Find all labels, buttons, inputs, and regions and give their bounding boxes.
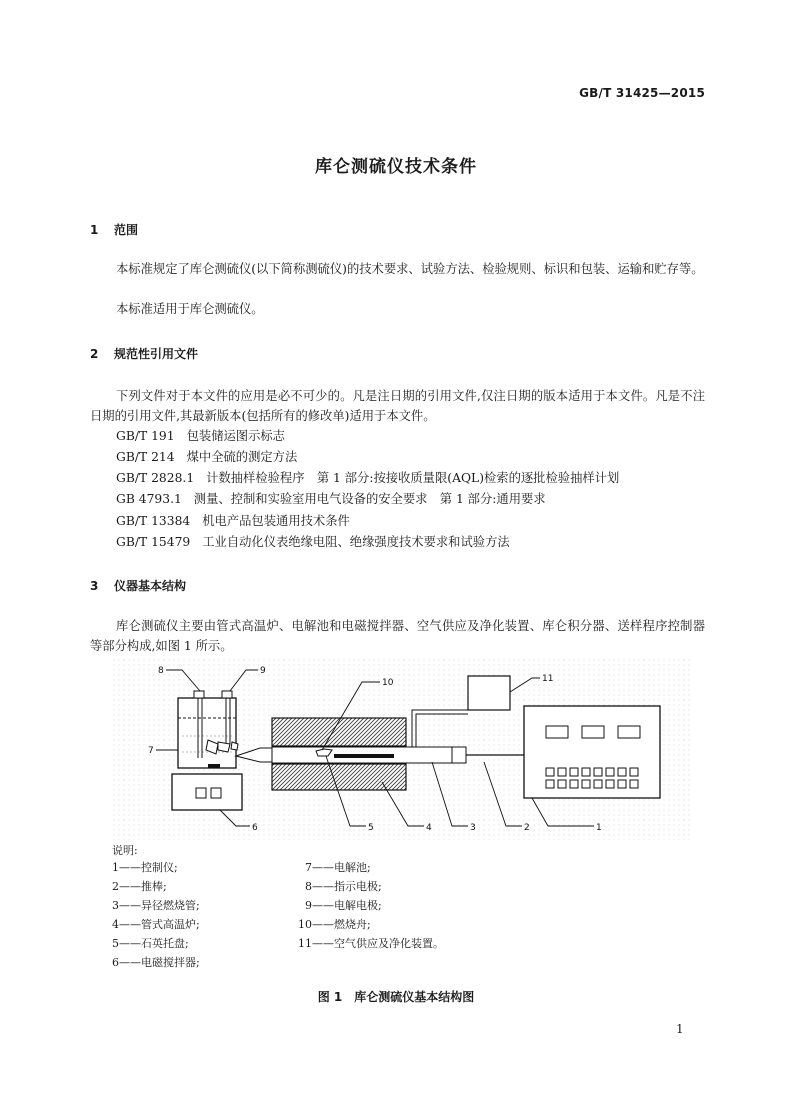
legend-item: 1——控制仪;	[112, 861, 178, 874]
standard-code: GB/T 31425—2015	[579, 86, 705, 100]
legend-item: 8——指示电极;	[305, 880, 382, 893]
section-number: 1	[90, 223, 99, 237]
section-title: 仪器基本结构	[114, 579, 187, 593]
section-2-heading	[90, 345, 198, 362]
reference-item	[116, 447, 297, 467]
legend-item: 2——推棒;	[112, 880, 167, 893]
legend-item: 5——石英托盘;	[112, 937, 189, 950]
section-title: 规范性引用文件	[114, 347, 199, 361]
reference-item	[116, 532, 510, 552]
callout-5: 5	[368, 823, 374, 833]
quartz-tray	[334, 754, 394, 758]
callout-9: 9	[260, 666, 266, 676]
callout-11: 11	[542, 674, 554, 684]
section-3-heading	[90, 577, 186, 594]
section-number: 3	[90, 579, 99, 593]
reference-code: GB 4793.1	[116, 492, 182, 506]
electrolytic-cell	[178, 698, 236, 768]
reference-item	[116, 511, 350, 531]
callout-6: 6	[252, 823, 258, 833]
callout-1: 1	[596, 823, 602, 833]
legend-item: 7——电解池;	[305, 861, 371, 874]
reference-item	[116, 489, 546, 509]
legend-item: 4——管式高温炉;	[112, 918, 200, 931]
callout-3: 3	[470, 823, 476, 833]
reference-title: 计数抽样检验程序 第 1 部分:按接收质量限(AQL)检索的逐批检验抽样计划	[206, 471, 620, 485]
legend-item: 9——电解电极;	[305, 899, 382, 912]
reference-title: 测量、控制和实验室用电气设备的安全要求 第 1 部分:通用要求	[193, 492, 546, 506]
callout-7: 7	[148, 746, 154, 756]
reference-title: 机电产品包装通用技术条件	[202, 514, 350, 528]
reference-item	[116, 468, 619, 488]
legend-title: 说明:	[112, 844, 138, 857]
reference-code: GB/T 191	[116, 429, 175, 443]
legend-item: 3——异径燃烧管;	[112, 899, 200, 912]
structure-diagram	[112, 658, 692, 840]
reference-code: GB/T 15479	[116, 535, 191, 549]
controller	[524, 706, 660, 798]
reference-title: 包装储运图示标志	[186, 429, 285, 443]
reference-code: GB/T 13384	[116, 514, 191, 528]
reference-item	[116, 426, 285, 446]
magnetic-stirrer	[172, 774, 242, 810]
legend-item: 11——空气供应及净化装置。	[298, 937, 444, 950]
section-1-paragraph: 本标准适用于库仑测硫仪。	[116, 302, 264, 316]
reference-title: 工业自动化仪表绝缘电阻、绝缘强度技术要求和试验方法	[202, 535, 510, 549]
section-3-paragraph: 库仑测硫仪主要由管式高温炉、电解池和电磁搅拌器、空气供应及净化装置、库仑积分器、送样程序控制器等部分构成,如图 1 所示。	[90, 619, 705, 653]
document-title: 库仑测硫仪技术条件	[315, 157, 477, 177]
section-1-paragraph: 本标准规定了库仑测硫仪(以下简称测硫仪)的技术要求、试验方法、检验规则、标识和包装、运输和贮存等。	[116, 262, 704, 276]
legend-item: 10——燃烧舟;	[298, 918, 371, 931]
callout-2: 2	[524, 823, 530, 833]
reference-title: 煤中全硫的测定方法	[186, 450, 298, 464]
reference-code: GB/T 2828.1	[116, 471, 195, 485]
section-number: 2	[90, 347, 99, 361]
callout-8: 8	[158, 666, 164, 676]
figure-caption: 图 1 库仑测硫仪基本结构图	[317, 990, 475, 1004]
section-2-paragraph: 下列文件对于本文件的应用是必不可少的。凡是注日期的引用文件,仅注日期的版本适用于本文件。凡是不注日期的引用文件,其最新版本(包括所有的修改单)适用于本文件。	[90, 389, 705, 423]
callout-10: 10	[382, 678, 394, 688]
section-1-heading	[90, 221, 138, 238]
callout-4: 4	[426, 823, 432, 833]
section-title: 范围	[114, 223, 139, 237]
legend-item: 6——电磁搅拌器;	[112, 956, 200, 969]
reference-code: GB/T 214	[116, 450, 175, 464]
page-number: 1	[676, 1022, 684, 1036]
